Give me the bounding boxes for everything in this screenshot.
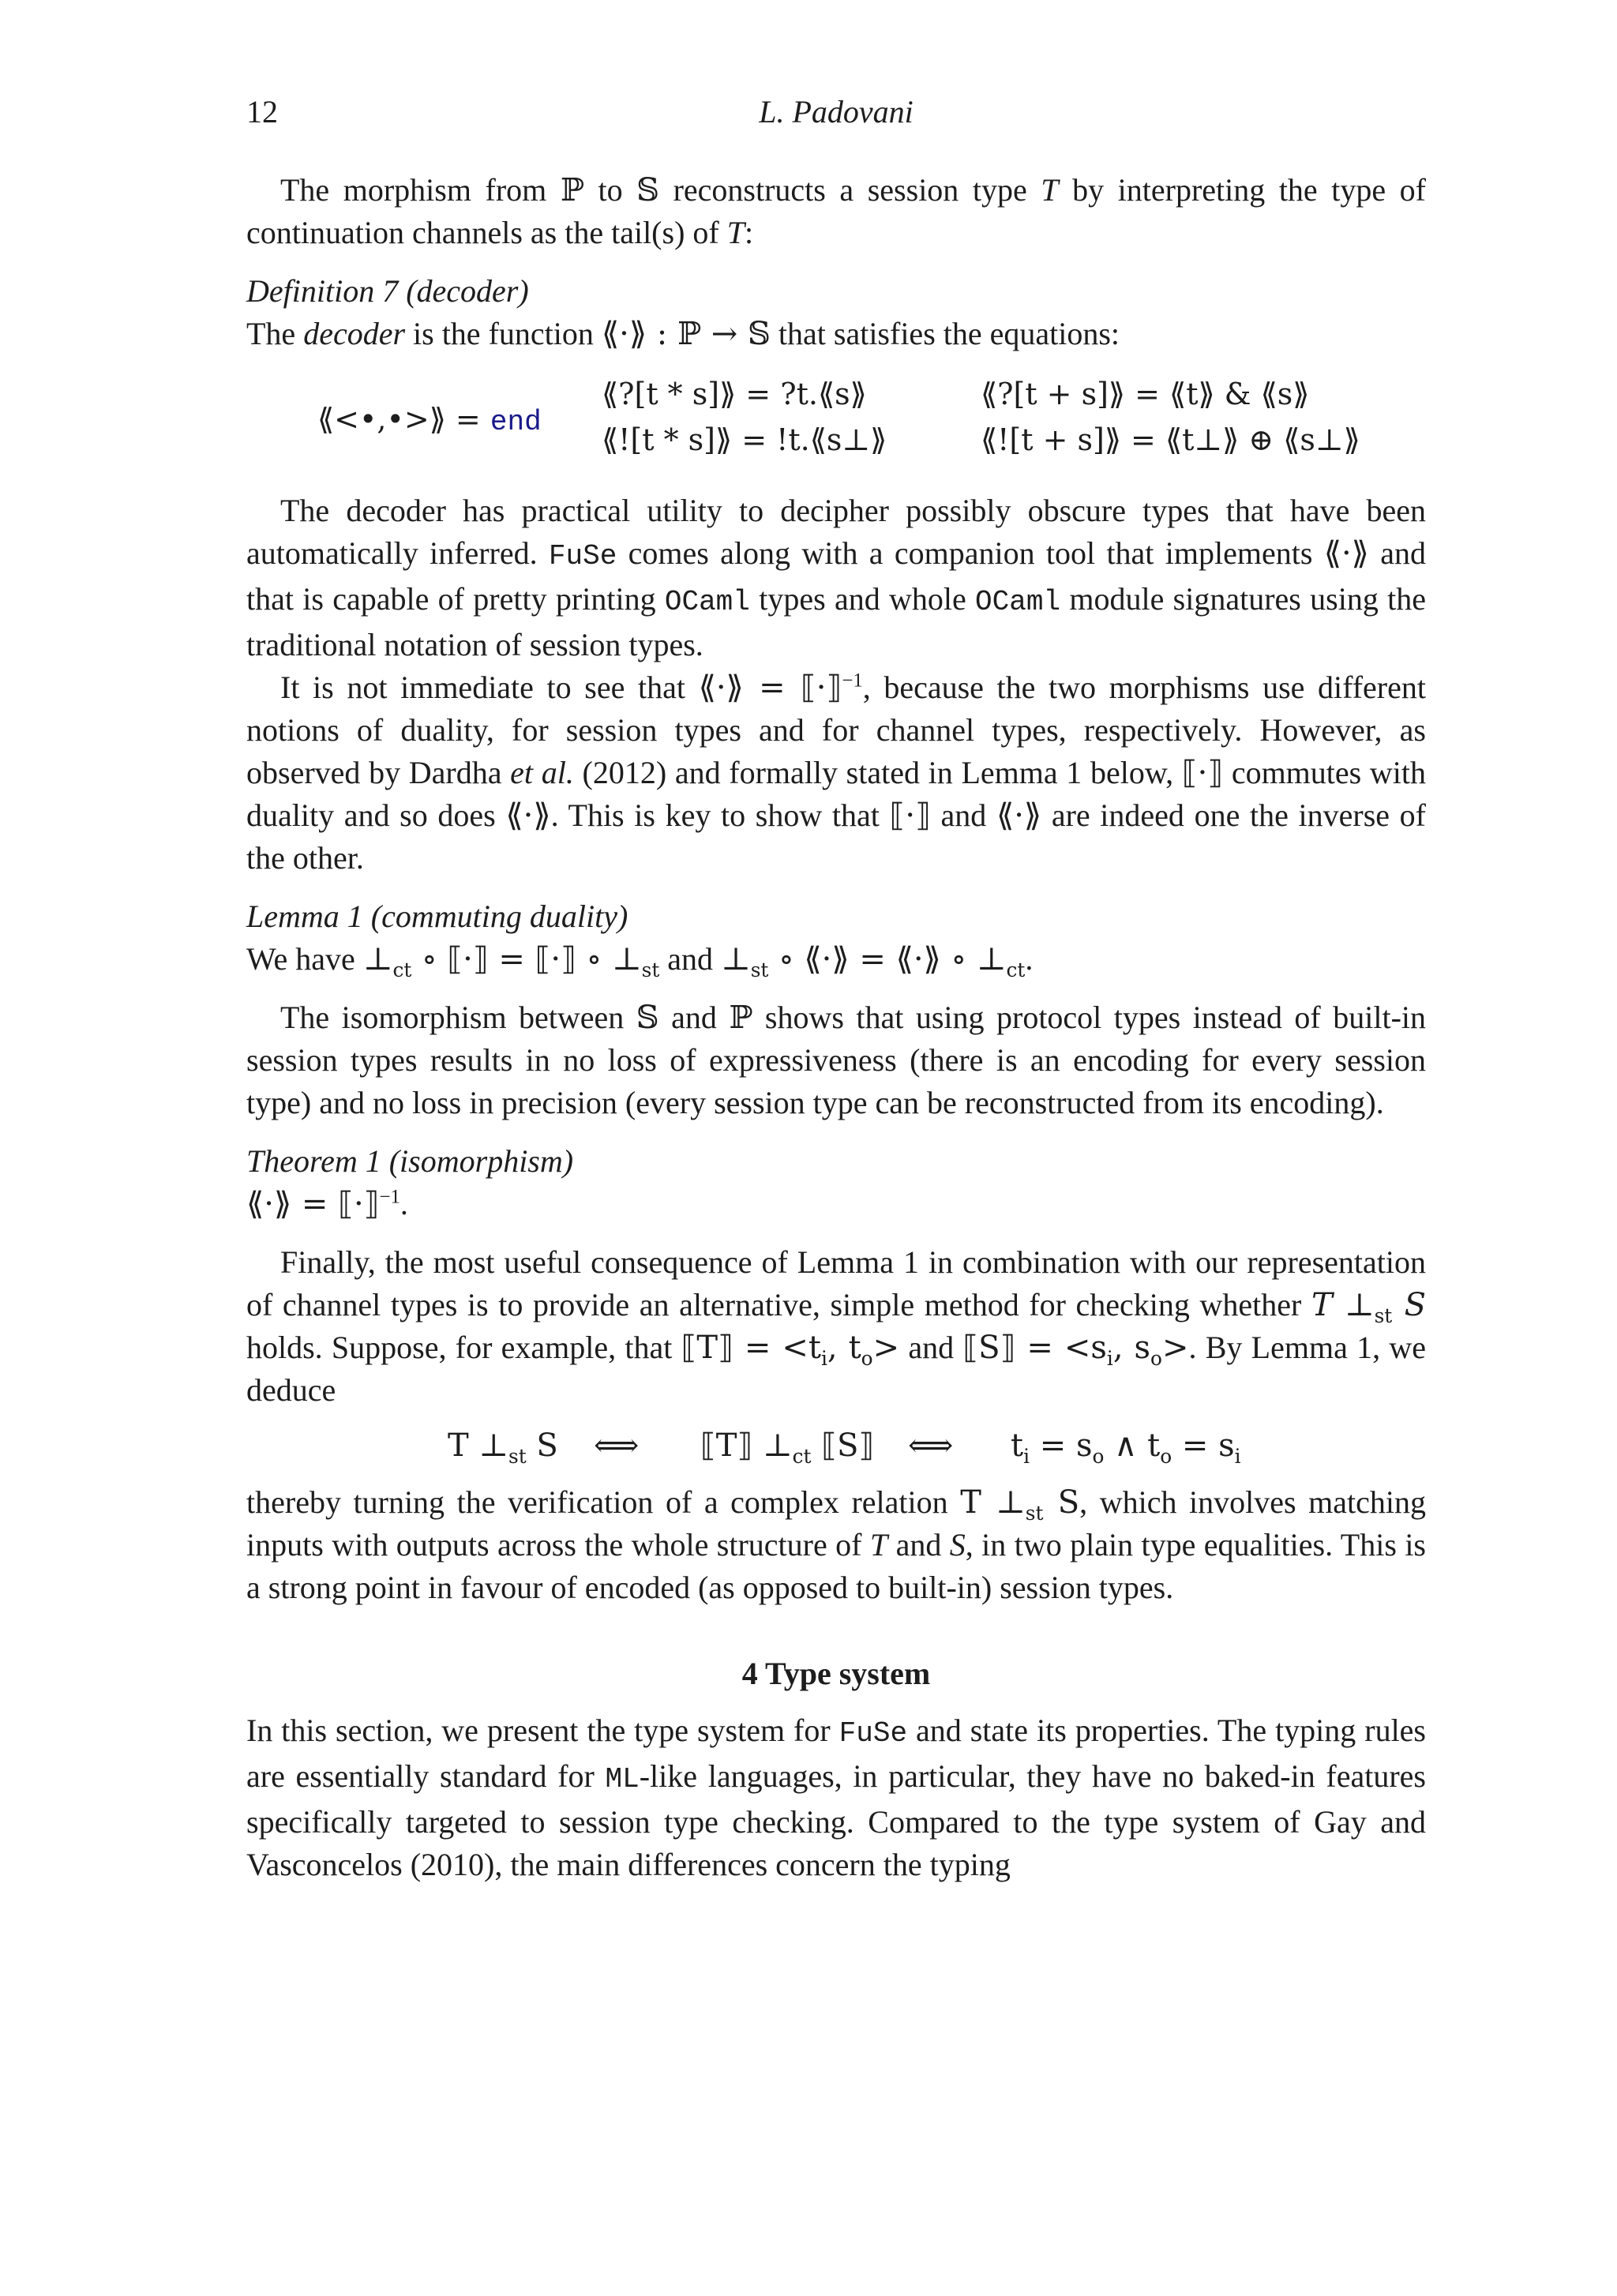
decoder-eq-output-pair: ⟪![t * s]⟫ = !t.⟪s⊥⟫ (602, 422, 887, 457)
decoder-eq-input-choice: ⟪?[t + s]⟫ = ⟪t⟫ & ⟪s⟫ (981, 377, 1310, 411)
paragraph-consequence: Finally, the most useful consequence of Lemma 1 in combination with our representation of channel types is to provide an alternative, simple method for checking whether T $\perp_{st}$ S holds. Suppose, for example, that ⟦T⟧ = $<t_i$, $t_o>$ and ⟦S⟧ = $<s_i$, $s_o>$. By Lemma 1, we deduce (246, 1244, 1427, 1408)
page-number: 12 (246, 94, 278, 129)
equivalence-lhs: T $\perp_{st}$ S (448, 1427, 558, 1468)
decoder-eq-output-choice: ⟪![t + s]⟫ = ⟪t⊥⟫ ⊕ ⟪s⊥⟫ (981, 422, 1360, 457)
body-text (246, 169, 1426, 1886)
decoder-equations (246, 365, 1426, 475)
definition-7-heading: Definition 7 (decoder) (246, 273, 529, 309)
decoder-eq-end: ⟪<•,•>⟫ = end (317, 402, 542, 438)
decoder-eq-input-pair: ⟪?[t * s]⟫ = ?t.⟪s⟫ (602, 377, 867, 411)
section-4-heading: 4 Type system (741, 1656, 931, 1691)
running-header (246, 93, 1426, 141)
equivalence-middle: ⟦T⟧ $\perp_{ct}$ ⟦S⟧ (700, 1427, 875, 1468)
lemma-1-heading: Lemma 1 (commuting duality) (246, 899, 628, 934)
theorem-1-statement: ⟪·⟫ = ⟦·⟧$^{-1}$. (246, 1186, 408, 1222)
definition-7-intro: The decoder is the function ⟪·⟫ : ℙ → 𝕊 that satisfies the equations: (246, 316, 1120, 352)
paragraph-verification: thereby turning the verification of a complex relation T $\perp_{st}$ S, which involves matching inputs with outputs across the whole structure of T and S, in two plain type equalities. This is a strong point in favour of encoded (as opposed to built-in) session types. (246, 1484, 1426, 1605)
running-author: L. Padovani (759, 94, 914, 129)
lemma-1-statement: We have $\perp_{ct}$ ∘ ⟦·⟧ = ⟦·⟧ ∘ $\perp_{st}$ and $\perp_{st}$ ∘ ⟪·⟫ = ⟪·⟫ ∘ $\perp_{ct}$. (246, 941, 1034, 981)
paragraph-decoder-utility: The decoder has practical utility to decipher possibly obscure types that have been automatically inferred. FuSe comes along with a companion tool that implements ⟪·⟫ and that is capable of pretty printing OCaml types and whole OCaml module signatures using the traditional notation of session types. (246, 493, 1426, 662)
iff-symbol-1: ⟺ (594, 1427, 640, 1464)
iff-symbol-2: ⟺ (908, 1427, 954, 1464)
equivalence-rhs: $t_i = s_o$ ∧ $t_o = s_i$ (1011, 1427, 1241, 1468)
paragraph-morphism: The morphism from ℙ to 𝕊 reconstructs a session type T by interpreting the type of continuation channels as the tail(s) of T: (246, 172, 1426, 250)
theorem-1-heading: Theorem 1 (isomorphism) (246, 1143, 574, 1179)
paragraph-type-system: In this section, we present the type system for FuSe and state its properties. The typing rules are essentially standard for ML-like languages, in particular, they have no baked-in features specifically targeted to session type checking. Compared to the type system of Gay and Vasconcelos (2010), the main differences concern the typing (246, 1713, 1426, 1882)
display-equivalence (246, 1416, 1426, 1476)
paragraph-duality: It is not immediate to see that ⟪·⟫ = ⟦·⟧$^{-1}$, because the two morphisms use different notions of duality, for session types and for channel types, respectively. However, as observed by Dardha et al. (2012) and formally stated in Lemma 1 below, ⟦·⟧ commutes with duality and so does ⟪·⟫. This is key to show that ⟦·⟧ and ⟪·⟫ are indeed one the inverse of the other. (246, 670, 1427, 876)
paragraph-isomorphism: The isomorphism between 𝕊 and ℙ shows that using protocol types instead of built-in session types results in no loss of expressiveness (there is an encoding for every session type) and no loss in precision (every session type can be reconstructed from its encoding). (246, 1000, 1426, 1120)
